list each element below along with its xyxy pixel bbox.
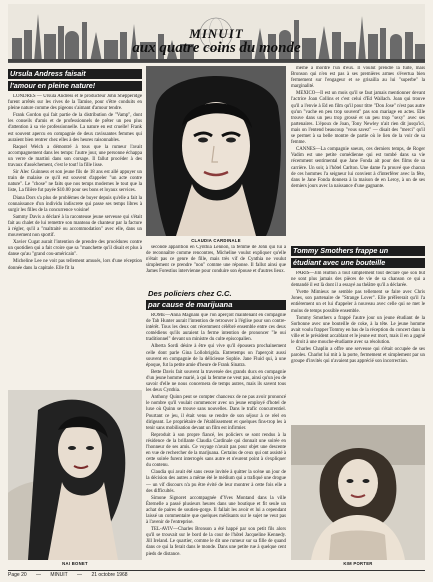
footer-page-number: Page 20: [8, 572, 27, 578]
dope-headline-line1: Des policiers chez C.C.: [148, 289, 232, 298]
ursula-paragraph: Sir Alec Guinness et son jeune fils de 18 ans est allé appuyer un train de malaise ce qu'il est souvent d'appeler "un acte contre nature". Le "chose" ne faits que nos temps modernes le tout que la liste, La filière fut payée $10.00 pour ses bons et loyaux services.: [8, 170, 142, 194]
ursula-paragraph: Micheline Lee ne voit pas tellement amusés, lors d'une réception donnée dans la capitale. Elle fit la: [8, 259, 142, 271]
dope-article-body: [146, 313, 286, 567]
kim-porter-photo: [291, 425, 425, 560]
dope-paragraph: Simone Signoret accompagnée d'Yves Montand dans la ville Éternelle a passé plusieurs heures dans une boutique et fit seule un achat de paires de soutien-gorge. Il fallait les avoir et lui a cependant laissé un commentaire que quelques médisants sur le sujet ne veut pas à l'avenir de l'entreprise.: [146, 495, 286, 526]
dope-paragraph: TEL-AVIV—Charles Bronson a été happé par son petit fils alors qu'il se trouvait sur le bord de la cour de l'hôtel Jacqueline Kennedy. Jill Ireland. Le quartier, comme le dit une rumeur sur sa fille de quand dans ce qui la ferait dans le monde. Dans une petite rue à quelque cent pieds de distance.: [146, 527, 286, 557]
tommy-paragraph: Tommy Smothers a frappé l'autre jour un jeune étudiant de la Sorbonne avec une bouteille de coke, à la tête. Le jeune homme avait voulu frapper Tommy en bas de la réception du concert dans la ville et le président accablant et le jeune est mort, mais il en a gagné le droit à une mouche-étudiante avec sa résolution.: [291, 315, 425, 346]
ursula-paragraph: LONDRES — Ursula Andress et le producteur John Shepperidge furent arrêtés sur les rives de la Tamise, pour s'être conduits en pleine nature comme des pigeons s'aimant d'amour tendre.: [8, 94, 142, 112]
page-footer: [8, 570, 425, 580]
masthead-subtitle: aux quatre coins du monde: [132, 40, 301, 56]
dope-paragraph: Claudia qui avait été sans cesse invitée à quitter la scène un jour de la décision des autres a même été le médium qui a trafiqué une drogue — un vif discours n'a pu être évité de leur montrer à cette fois elle a des difficultés.: [146, 470, 286, 494]
footer-date: 21 octobre 1968: [91, 572, 128, 578]
right-top-article-body: [291, 66, 425, 242]
tommy-headline-line2: étudiant avec une bouteille: [291, 258, 425, 268]
claudia-cardinale-caption: CLAUDIA CARDINALE: [191, 238, 241, 243]
claudia-cardinale-photo: [146, 66, 286, 236]
kim-porter-caption: KIM PORTER: [343, 561, 373, 566]
ursula-headline-line2: l'amour en pleine nature!: [8, 81, 142, 91]
ursula-paragraph: Xavier Cugat aurait l'intention de prendre des procédures contre un quotidien qui a fait croire que sa "manchette qu'il disait et plus à danse qu'au "grand cou-américain".: [8, 240, 142, 258]
masthead-title: MINUIT: [189, 26, 244, 41]
ursula-paragraph: Diana Dors s'a plus de problèmes de buyer depuis qu'elle a fait la connaissance d'un individu indiscrete qui passe ses temps libres à surgir les filles de la concurrence voisine!: [8, 195, 142, 213]
dope-paragraph: Alberta Sordi désire à être qui vive qu'il épousera prochainement celle dont parle Gina Lollobrigida. Entretemps on l'aperçoit aussi souvent en compagnie de la délicieuse Sophie. Jane Fluid qui, à une époque, fut la petite amie d'heure de Frank Sinatra.: [146, 344, 286, 368]
dope-headline-line2: par cause de marijuana: [146, 300, 286, 310]
claudia-cardinale-image: [146, 66, 286, 236]
tommy-headline-line1: Tommy Smothers frappe un: [291, 246, 425, 256]
kim-porter-image: [291, 425, 425, 560]
dope-paragraph: Reproduit à son propre fiancé, les policiers se sont rendus à la résidence de la brillante Claudia Cardinale qui donnait une soirée en l'honneur de ses amis. Ce voyage n'avait pas pour objet une descente en vue de rechercher de la marijuana. Certains de ceux qui ont assisté à cette soirée furent interrogés sans autre et n'eurent point à s'expliquer du contenu.: [146, 432, 286, 469]
footer-separator: —: [77, 572, 83, 578]
right-top-paragraph: MEXICO—Il est un mois qu'il se faut jamais mentionner devant l'actrice Joan Collins et c'est celui d'Ed Wallach. Joan qui trouve qu'il a l'envie à Ed en film qu'il pour titre "Don Jose" n'est pas autre qu'un "vache en peu trop souvent" pas son mariage en actes. Elle trouve dans un peu trop grossé et un peu trop "sexy" avec ses partenaires. L'époux de Joan, Tony Newley n'ait rien dit jusqu'ici, mais on l'entend beaucoup "vous savez" — disait des "merci" qu'il se permet à sa belle montre de partie où le lien de la voir de sa femme.: [291, 91, 425, 146]
nai-bonet-photo: [8, 390, 142, 560]
tommy-paragraph: Charles Chaplin a offre une serveuse qui s'était occupée de ses paroles. Charlot lui mit à la porte, fermement et simplement par un groupe d'invités qui n'avaient pas apprécié son incorrection.: [291, 347, 425, 365]
dope-paragraph: Anthony Quinn peut se compter chanceux de ne pas avoir prononcé le nombre qu'il voulait commencer avec un jeune employé d'hotel de luxe où Quinn se trouve sans nouvelles. Dans le trafic concurrentiel. Pourtant ce jeu, il était venu se rendre de son séjour à ce réel en dirigeant. Le propriétaire de l'établissement et quelques fins-trop les à tenir sans mobilisation devant un film est infirmier.: [146, 395, 286, 431]
nai-bonet-caption: NAI BONET: [62, 561, 88, 566]
ursula-paragraph: Frank Gordon qui fait partie de la distribution de "Vamp", dont les conseils d'amis et de professionnels de prêter un peu plus d'attention à sa vie professionnelle. La nature en est cruelle! Frank est souvent apercu en compagnie de deux ravissantes femmes qui auraient bien rentrer chez elles à des heures raisonnables.: [8, 113, 142, 143]
tommy-paragraph: Yvette Mimieux ne semble pas tellement se faire avec Chris Jones, son partenaire de "Strange Lover". Elle préfèrerait qu'il l'a entièrement un et lui d'appeler à nouveau avec celle qui se met le moins de temps possible ensemble.: [291, 290, 425, 314]
dope-paragraph: ROME—Anna Magnani que l'on aperçoit maintenant en compagnie de Tab Hunter aurait l'intention de retrouver à l'église pour son contre-intérêt. Tous les deux ont récemment célébré ensemble entre ces deux comédiens qu'ils auraient la ferme intention de prononcer "le oui traditionnel" devant un ministre du culte episcopalien.: [146, 313, 286, 343]
right-top-paragraph: CANNES—La compagnie soeurs, ces derniers temps, de Roger Vadim est une petite comédienne qui est tombé dans sa vie récemment sentimental que Jane Fonda ait pour des films de sa carrière. Un soir, à l'hôtel Carlton. Une dame l'a prouvé que chacun de ces hommes l'a seigneur lui convient à d'interférer avec la fête, dans le Jane Fonda donnera à la maison de en Leroy, à un de ses derniers jours avec la naissance d'une gagnante.: [291, 147, 425, 189]
tommy-paragraph: PARIS—Jim Hutton a tout simplement tout déclaré que son but ne sont plus jamais des pièces de vie de sa chanson ce qui a demandé il est là dont il a essayé au théâtre qu'il a déclarée.: [291, 271, 425, 289]
middle-top-article-body: [146, 245, 286, 287]
middle-top-paragraph: seconde apparition en Cynthia Lennon, la femme de John qui lui a de reconnaître comme rencontres, Micheline voulut expliquer qu'elle n'était pas ce genre de fille, mais très vif de Cynthia ne voulut simplement ce prendre "non" comme une réponse. Il fallut ainsi que James Forestius intervienne pour conduire son épouse et d'autres lieux.: [146, 245, 286, 275]
ursula-paragraph: Sammy Davis a déclaré à la raconteuse jeune serveuse qui s'était fait au chalet de lui remettre son manteau de chanteur par la facture à régler, qu'il a "maltraité ou accommodation" avec elle, dans un mouvement non sportif.: [8, 214, 142, 239]
tommy-article-body: [291, 271, 425, 421]
ursula-headline-line1: Ursula Andress faisait: [8, 69, 142, 79]
ursula-paragraph: Raquel Welch a démontré à tous que la rumeur l'avait accompagnement dans les temps: l'autre jour, une personne échappa un verre de martini dans son corsage. Il fallut procéder à des travaux d'assèchement, c'est le tout! la fille lisse.: [8, 144, 142, 169]
dope-paragraph: Bette Davis fait souvent la traversée des grands ducs en compagnie d'un jeune homme marié, à qui la femme ne veut pas, ainsi qu'un jeu de savoir d'elle ne nous concernera de temps autres, mais ils savent tous les deux Cynthia.: [146, 369, 286, 394]
nai-bonet-image: [8, 390, 142, 560]
footer-publication: MINUIT: [50, 572, 68, 578]
right-top-paragraph: même à mordre l'un d'eux. Il voulut prendre la fuite, mais Bronson qui n'en est pas à ses premières armes s'évertua bien fermement sur l'engageur et se grisailla au lui "superbe" la marginalité.: [291, 66, 425, 90]
masthead: [8, 4, 425, 63]
footer-separator: —: [36, 572, 42, 578]
